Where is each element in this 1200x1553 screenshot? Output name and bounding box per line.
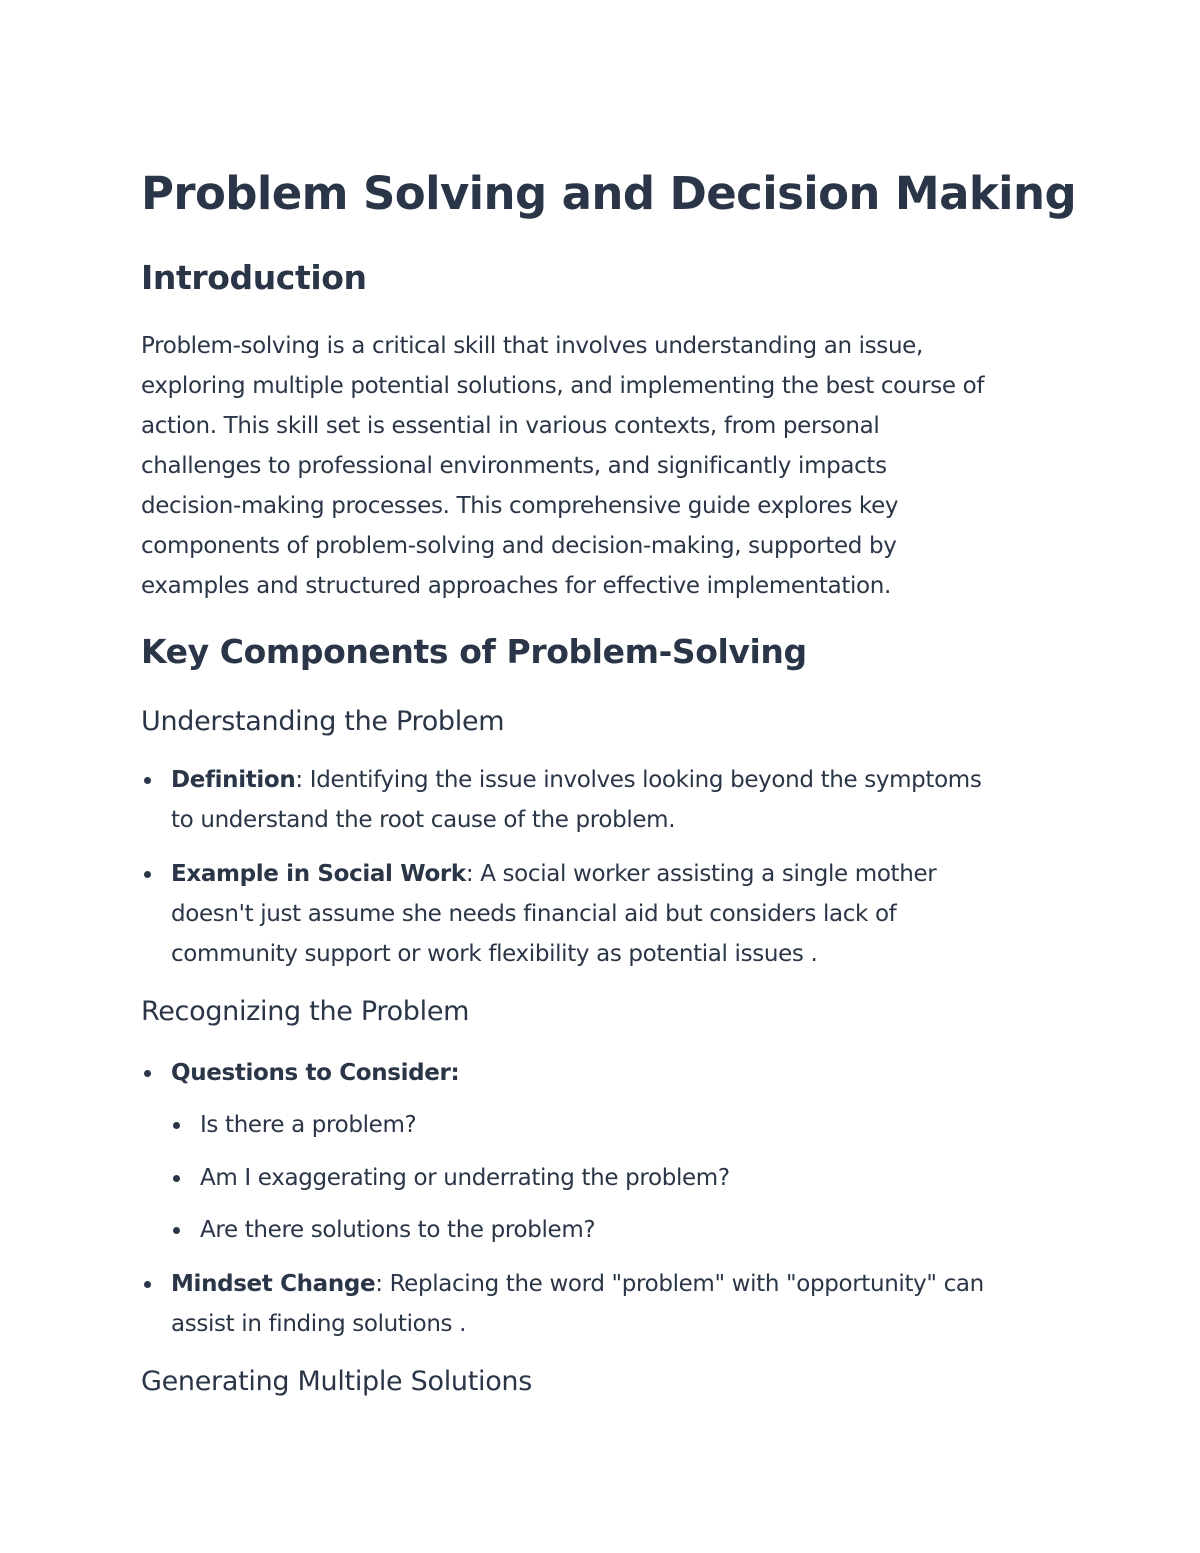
bold-label: Definition (171, 767, 296, 793)
mindset-item (141, 1264, 1071, 1344)
document-title: Problem Solving and Decision Making (141, 167, 1077, 220)
list-item-line: to understand the root cause of the problem. (171, 807, 676, 833)
sub-list-item (141, 1105, 1071, 1145)
understanding-list-2 (141, 854, 1071, 974)
list-item-text: : A social worker assisting a single mother (465, 861, 937, 887)
questions-item (141, 1053, 1071, 1093)
generating-heading: Generating Multiple Solutions (141, 1366, 533, 1397)
understanding-heading: Understanding the Problem (141, 706, 505, 737)
paragraph-line: challenges to professional environments, and significantly impacts (141, 453, 887, 479)
key-components-heading: Key Components of Problem-Solving (141, 632, 807, 671)
list-item-text: : Identifying the issue involves looking beyond the symptoms (295, 767, 982, 793)
bold-label: Mindset Change (171, 1271, 376, 1297)
list-item-example (141, 854, 1071, 974)
list-item-line (171, 1053, 1071, 1093)
bullet-icon (173, 1175, 180, 1182)
bullet-icon (173, 1227, 180, 1234)
label-colon: : (450, 1060, 460, 1086)
list-item-line: Is there a problem? (200, 1112, 417, 1138)
bullet-icon (144, 871, 151, 878)
sub-question-2 (141, 1158, 1071, 1198)
list-item-line (171, 1264, 1071, 1304)
bold-label: Example in Social Work (171, 861, 466, 887)
paragraph-line: action. This skill set is essential in various contexts, from personal (141, 413, 880, 439)
sub-question-3 (141, 1210, 1071, 1250)
understanding-list (141, 760, 1071, 840)
bullet-icon (144, 777, 151, 784)
paragraph-line: examples and structured approaches for effective implementation. (141, 573, 891, 599)
list-item-line: community support or work flexibility as potential issues . (171, 941, 818, 967)
paragraph-line: Problem-solving is a critical skill that involves understanding an issue, (141, 333, 923, 359)
list-item-text: : Replacing the word "problem" with "opportunity" can (375, 1271, 984, 1297)
list-item-mindset (141, 1264, 1071, 1344)
paragraph-line: components of problem-solving and decision-making, supported by (141, 533, 897, 559)
bullet-icon (144, 1281, 151, 1288)
sub-question-1 (141, 1105, 1071, 1145)
list-item-line: Are there solutions to the problem? (200, 1217, 596, 1243)
list-item-line (171, 760, 1071, 800)
list-item-questions (141, 1053, 1071, 1093)
sub-list-item (141, 1158, 1071, 1198)
list-item-line (171, 854, 1071, 894)
sub-list-item (141, 1210, 1071, 1250)
paragraph-line: decision-making processes. This comprehensive guide explores key (141, 493, 899, 519)
bullet-icon (173, 1122, 180, 1129)
introduction-heading: Introduction (141, 258, 367, 297)
list-item-line: doesn't just assume she needs financial aid but considers lack of (171, 901, 897, 927)
bullet-icon (144, 1070, 151, 1077)
recognizing-heading: Recognizing the Problem (141, 996, 470, 1027)
introduction-paragraph (141, 326, 1071, 606)
bold-label: Questions to Consider (171, 1060, 451, 1086)
list-item-definition (141, 760, 1071, 840)
list-item-line: Am I exaggerating or underrating the problem? (200, 1165, 730, 1191)
paragraph-line: exploring multiple potential solutions, and implementing the best course of (141, 373, 985, 399)
list-item-line: assist in finding solutions . (171, 1311, 467, 1337)
